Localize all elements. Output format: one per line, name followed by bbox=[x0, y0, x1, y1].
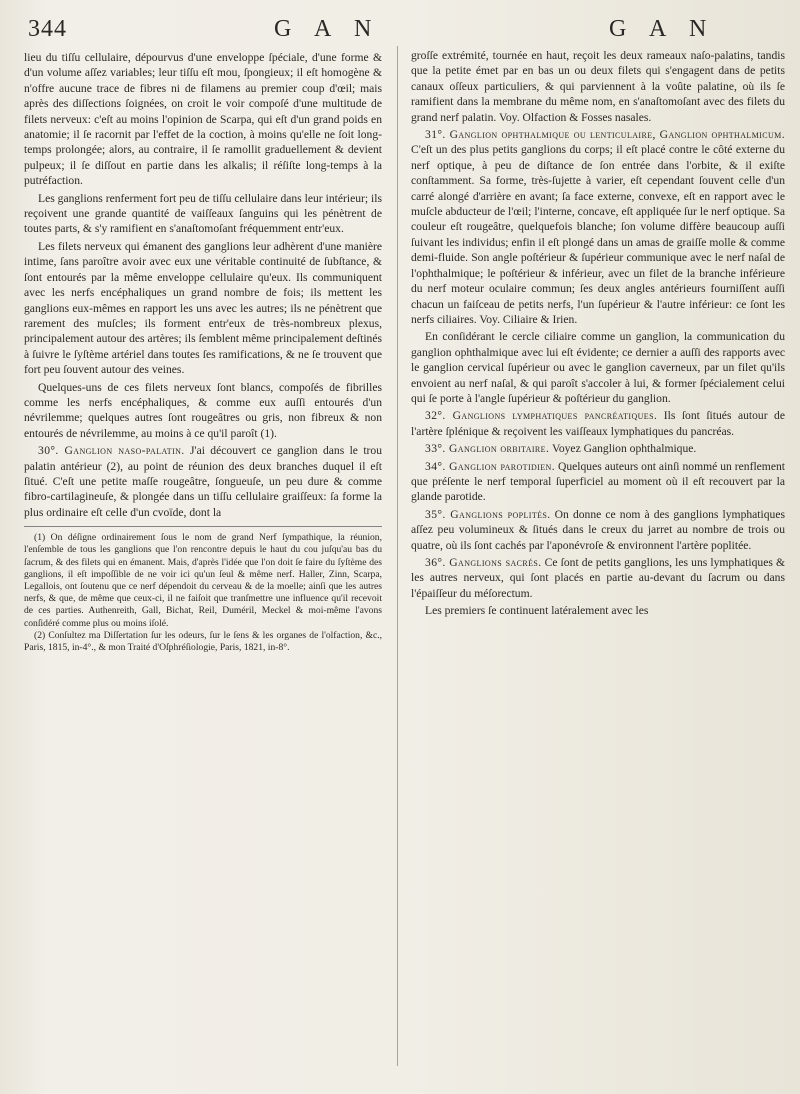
paragraph: lieu du tiſſu cellulaire, dépourvus d'une enveloppe ſpéciale, d'une forme & d'un volume aſſez variables; leur tiſſu eſt mou, ſpongieux; il eſt homogène & n'offre aucune trace de fibres ni de filamens au premier coup d'œil; mais après des diſſections ſoignées, on croit le voir compoſé d'une multitude de filets nerveux: c'eſt au moins l'opinion de Scarpa, qui eſt d'un grand poids en anatomie; il ſe racornit par l'effet de la coction, à moins qu'elle ne ſoit long-temps prolongée; alors, au contraire, il ſe ramollit graduellement & devient pulpeux; il ſe diſſout en partie dans les alkalis; il réſiſte long-temps à la putréfaction. bbox=[24, 51, 382, 188]
footnote: (2) Conſultez ma Diſſertation ſur les odeurs, ſur le ſens & les organes de l'olfaction, &c., Paris, 1815, in-4°., & mon Traité d'Oſphréſiologie, Paris, 1821, in-8°. bbox=[24, 629, 382, 654]
paragraph: Les premiers ſe continuent latéralement avec les bbox=[425, 604, 649, 618]
column-divider bbox=[397, 46, 398, 1066]
right-column bbox=[411, 48, 785, 621]
entry-body: Quelques auteurs ont ainſi nommé un renflement que préſente le nerf temporal ſuperficiel au moment où il eſt recouvert par la glande parotide. bbox=[411, 459, 785, 504]
entry-paragraph bbox=[411, 459, 785, 505]
entry-heading: 36°. Ganglions sacrés. bbox=[425, 556, 542, 569]
entry-paragraph bbox=[411, 408, 785, 439]
entry-heading: 32°. Ganglions lymphatiques pancréatiques. bbox=[425, 409, 658, 423]
entry-body: J'ai découvert ce ganglion dans le trou palatin antérieur (2), au point de réunion des deux branches duquel il eſt ſitué. C'eſt une petite maſſe rougeâtre, ſongueuſe, un peu dure & comme fibro-cartilagineuſe, & plongée dans un tiſſu cellulaire graiſſeux: ſa forme la plus ordinaire eſt celle d'un cvoïde, dont la bbox=[24, 444, 382, 519]
entry-heading: 31°. Ganglion ophthalmique ou lenticulaire, Ganglion ophthalmicum. bbox=[425, 128, 785, 142]
entry-body: On donne ce nom à des ganglions lymphatiques aſſez peu volumineux & ſitués dans le creux du jarret au nombre de trois ou quatre, où ils ſont cachés par l'aponévroſe & environnent l'artère poplitée. bbox=[411, 507, 785, 552]
entry-body: Ils ſont ſitués autour de l'artère ſplénique & reçoivent les vaiſſeaux lymphatiques du pancréas. bbox=[411, 409, 785, 438]
entry-body: C'eſt un des plus petits ganglions du corps; il eſt placé contre le côté externe du nerf optique, à peu de diſtance de ſon entrée dans l'orbite, & il exiſte conſtamment. Sa forme, très-ſujette à varier, eſt cependant ſouvent celle d'un carré alongé d'arrière en avant; ſa face externe, convexe, eſt en rapport avec le muſcle abducteur de l'œil; l'interne, concave, eſt appliquée ſur le nerf optique. Sa couleur eſt rougeâtre, quelquefois blanche; ſon volume diffère beaucoup auſſi ſuivant les individus; enfin il eſt plongé dans un amas de graiſſe molle & comme demi-fluide. Son angle poſtérieur & ſupérieur communique avec le nerf naſal de l'ophthalmique; le poſtérieur & inférieur, avec un filet de la branche inférieure du nerf moteur oculaire commun; ſes deux angles antérieurs fourniſſent auſſi chacun un faiſceau de petits nerfs, l'un ſupérieur & l'autre inférieur: ce ſont les nerfs ciliaires. Voy. Ciliaire & Irien. bbox=[411, 143, 785, 326]
entry-paragraph bbox=[411, 441, 785, 456]
entry-heading: 30°. Ganglion naso-palatin. bbox=[38, 444, 185, 458]
paragraph: En conſidérant le cercle ciliaire comme un ganglion, la communication du ganglion ophthalmique avec lui eſt évidente; ce dernier a auſſi des rapports avec le ganglion cervical ſupérieur ou avec le ganglion caverneux, par un filet qu'ils envoient au nerf naſal, & qui paroît s'accoler à lui, & former ſpécialement celui qui ſe porte à l'angle ſupérieur & poſtérieur du ganglion. bbox=[411, 330, 785, 405]
paragraph: groſſe extrémité, tournée en haut, reçoit les deux rameaux naſo-palatins, tandis que la petite émet par en bas un ou deux filets qui s'engagent dans de petits canaux oſſeux particuliers, & qui parviennent à la voûte palatine, où ils ſe ramifient dans la membrane du même nom, en s'anaſtomoſant avec des filets du grand nerf palatin. Voy. Olfaction & Fosses nasales. bbox=[411, 49, 785, 124]
entry-heading: 35°. Ganglions poplités. bbox=[425, 507, 551, 521]
page-number: 344 bbox=[28, 16, 67, 42]
entry-heading: 34°. Ganglion parotidien. bbox=[425, 459, 556, 473]
running-head-right: G A N bbox=[609, 16, 716, 42]
running-head-left: G A N bbox=[274, 16, 381, 42]
paragraph: Quelques-uns de ces filets nerveux ſont blancs, compoſés de fibrilles comme les nerfs encéphaliques, & comme eux auſſi entourés d'un névrilemme; quelques autres ſont rougeâtres ou gris, non fibreux & non entourés de névrilemme, au moins à ce qu'il paroît (1). bbox=[24, 380, 382, 440]
entry-body: Voyez Ganglion ophthalmique. bbox=[549, 442, 697, 456]
entry-heading: 33°. Ganglion orbitaire. bbox=[425, 442, 550, 456]
entry-paragraph bbox=[411, 127, 785, 327]
entry-paragraph bbox=[411, 507, 785, 553]
paragraph: Les filets nerveux qui émanent des ganglions leur adhèrent d'une manière intime, ſans paroître avoir avec eux une véritable continuité de ſubſtance, & ſont entourés par la même enveloppe cellulaire qu'eux. Ils communiquent avec les nerfs encéphaliques un grand nombre de fois; ils mettent les ganglions eux-mêmes en rapport les uns avec les autres; ils ne pénètrent que rarement des muſcles; ils forment entr'eux de très-nombreux plexus, principalement autour des artères; ils ſemblent même principalement deſtinés à ſuivre le ſyſtème artériel dans toutes ſes ramifications, & ne ſe trouvent que fort peu ſouvent autour des veines. bbox=[24, 239, 382, 377]
page-header bbox=[24, 12, 780, 48]
footnote-rule bbox=[24, 526, 382, 527]
entry-body: Ce ſont de petits ganglions, les uns lymphatiques & les autres nerveux, qui ſont placés en partie au-devant du ſacrum ou dans l'épaiſſeur du méſorectum. bbox=[411, 556, 785, 600]
paragraph: Les ganglions renferment fort peu de tiſſu cellulaire dans leur intérieur; ils reçoivent une grande quantité de vaiſſeaux ſanguins qui les pénètrent de toutes parts, & s'y ramifient en s'anaſtomoſant fréquemment entr'eux. bbox=[24, 191, 382, 236]
footnote: (1) On déſigne ordinairement ſous le nom de grand Nerf ſympathique, la réunion, l'enſemble de tous les ganglions que l'on rencontre depuis le haut du cou juſqu'au bas du ſacrum, & des filets qui en émanent. Mais, d'après l'idée que l'on doit ſe faire du ſyſtème des ganglions, il eſt impoſſible de ne voir ici qu'un ſeul & même nerf. Haller, Zinn, Scarpa, Legallois, ont ſoutenu que ce nerf dépendoit du cerveau & de la moelle; ainſi que les autres nerfs, & que, de même que ceux-ci, il ne faiſoit que tranſmettre une influence qu'il recevoit de ces parties. Authenreith, Gall, Bichat, Reil, Duméril, Meckel & moi-même l'avons conſidéré comme plus ou moins iſolé. bbox=[24, 532, 382, 629]
left-column bbox=[24, 50, 382, 654]
footnotes bbox=[24, 532, 382, 654]
entry-paragraph bbox=[24, 443, 382, 520]
entry-paragraph bbox=[411, 555, 785, 601]
